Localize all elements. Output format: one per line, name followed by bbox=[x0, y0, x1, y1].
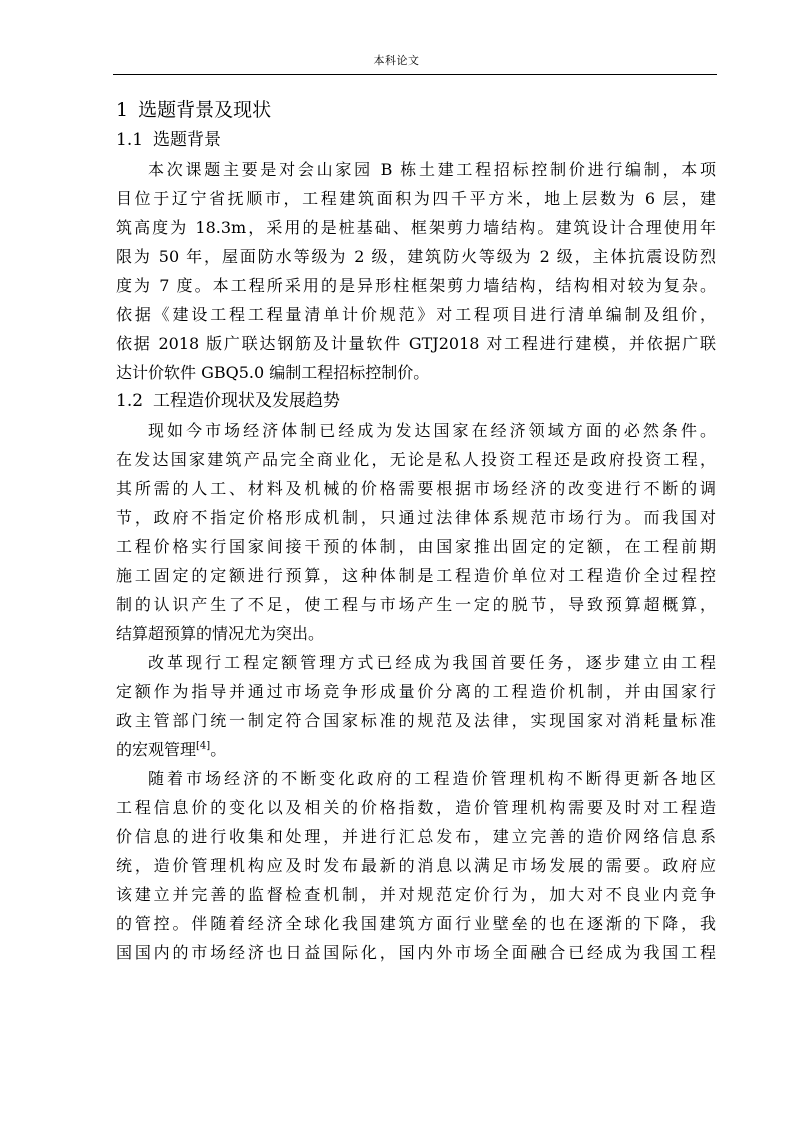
paragraph-line: 节，政府不指定价格形成机制，只通过法律体系规范市场行为。而我国对 bbox=[116, 508, 716, 527]
paragraph-line: 现如今市场经济体制已经成为发达国家在经济领域方面的必然条件。 bbox=[148, 421, 716, 440]
paragraph-line: 施工固定的定额进行预算，这种体制是工程造价单位对工程造价全过程控 bbox=[116, 566, 716, 585]
paragraph-line: 该建立并完善的监督检查机制，并对规范定价行为，加大对不良业内竞争 bbox=[116, 885, 716, 904]
paragraph-line: 结算超预算的情况尤为突出。 bbox=[116, 624, 325, 643]
paragraph-line: 随着市场经济的不断变化政府的工程造价管理机构不断得更新各地区 bbox=[148, 769, 716, 788]
paragraph-line: 价信息的进行收集和处理，并进行汇总发布，建立完善的造价网络信息系 bbox=[116, 827, 716, 846]
section-1-2-number: 1.2 bbox=[116, 391, 144, 411]
section-1-1-title: 选题背景 bbox=[153, 130, 222, 150]
paragraph-line: 其所需的人工、材料及机械的价格需要根据市场经济的改变进行不断的调 bbox=[116, 479, 716, 498]
paragraph-line: 限为 50 年，屋面防水等级为 2 级，建筑防火等级为 2 级，主体抗震设防烈 bbox=[116, 247, 716, 266]
page-body bbox=[116, 94, 716, 967]
section-1-number: 1 bbox=[116, 99, 129, 121]
section-1-1-number: 1.1 bbox=[116, 130, 144, 150]
section-1-1-heading bbox=[116, 126, 716, 155]
paragraph-line-text: 的宏观管理 bbox=[116, 740, 197, 759]
paragraph-line: 国国内的市场经济也日益国际化，国内外市场全面融合已经成为我国工程 bbox=[116, 943, 716, 962]
paragraph-line: 定额作为指导并通过市场竞争形成量价分离的工程造价机制，并由国家行 bbox=[116, 682, 716, 701]
paragraph-line-end: 。 bbox=[210, 740, 227, 759]
paragraph-line: 本次课题主要是对会山家园 B 栋土建工程招标控制价进行编制，本项 bbox=[148, 160, 716, 179]
section-1-2-title: 工程造价现状及发展趋势 bbox=[153, 391, 341, 411]
paragraph-line: 依据 2018 版广联达钢筋及计量软件 GTJ2018 对工程进行建模，并依据广联 bbox=[116, 334, 716, 353]
paragraph-line: 的管控。伴随着经济全球化我国建筑方面行业壁垒的也在逐渐的下降，我 bbox=[116, 914, 716, 933]
paragraph-line: 制的认识产生了不足，使工程与市场产生一定的脱节，导致预算超概算， bbox=[116, 595, 716, 614]
header-rule bbox=[113, 74, 717, 75]
paragraph-line: 在发达国家建筑产品完全商业化，无论是私人投资工程还是政府投资工程， bbox=[116, 450, 716, 469]
citation-marker: [4] bbox=[196, 740, 211, 752]
section-1-2-heading bbox=[116, 387, 716, 416]
paragraph-line: 政主管部门统一制定符合国家标准的规范及法律，实现国家对消耗量标准 bbox=[116, 711, 716, 730]
section-1-title: 选题背景及现状 bbox=[138, 99, 272, 121]
paragraph-line: 工程价格实行国家间接干预的体制，由国家推出固定的定额，在工程前期 bbox=[116, 537, 716, 556]
paragraph-line: 依据《建设工程工程量清单计价规范》对工程项目进行清单编制及组价， bbox=[116, 305, 716, 324]
status-paragraph-3 bbox=[116, 764, 716, 967]
paragraph-line: 改革现行工程定额管理方式已经成为我国首要任务，逐步建立由工程 bbox=[148, 653, 716, 672]
section-1-heading bbox=[116, 94, 716, 126]
paragraph-line: 度为 7 度。本工程所采用的是异形柱框架剪力墙结构，结构相对较为复杂。 bbox=[116, 276, 716, 295]
paragraph-line: 工程信息价的变化以及相关的价格指数，造价管理机构需要及时对工程造 bbox=[116, 798, 716, 817]
paragraph-line bbox=[116, 735, 716, 764]
paragraph-line: 目位于辽宁省抚顺市，工程建筑面积为四千平方米，地上层数为 6 层，建 bbox=[116, 189, 716, 208]
paragraph-line: 达计价软件 GBQ5.0 编制工程招标控制价。 bbox=[116, 363, 430, 382]
background-paragraph bbox=[116, 155, 716, 387]
status-paragraph-1 bbox=[116, 416, 716, 648]
paragraph-line: 筑高度为 18.3m，采用的是桩基础、框架剪力墙结构。建筑设计合理使用年 bbox=[116, 218, 716, 237]
running-header: 本科论文 bbox=[373, 54, 420, 67]
paragraph-line: 统，造价管理机构应及时发布最新的消息以满足市场发展的需要。政府应 bbox=[116, 856, 716, 875]
status-paragraph-2 bbox=[116, 648, 716, 764]
